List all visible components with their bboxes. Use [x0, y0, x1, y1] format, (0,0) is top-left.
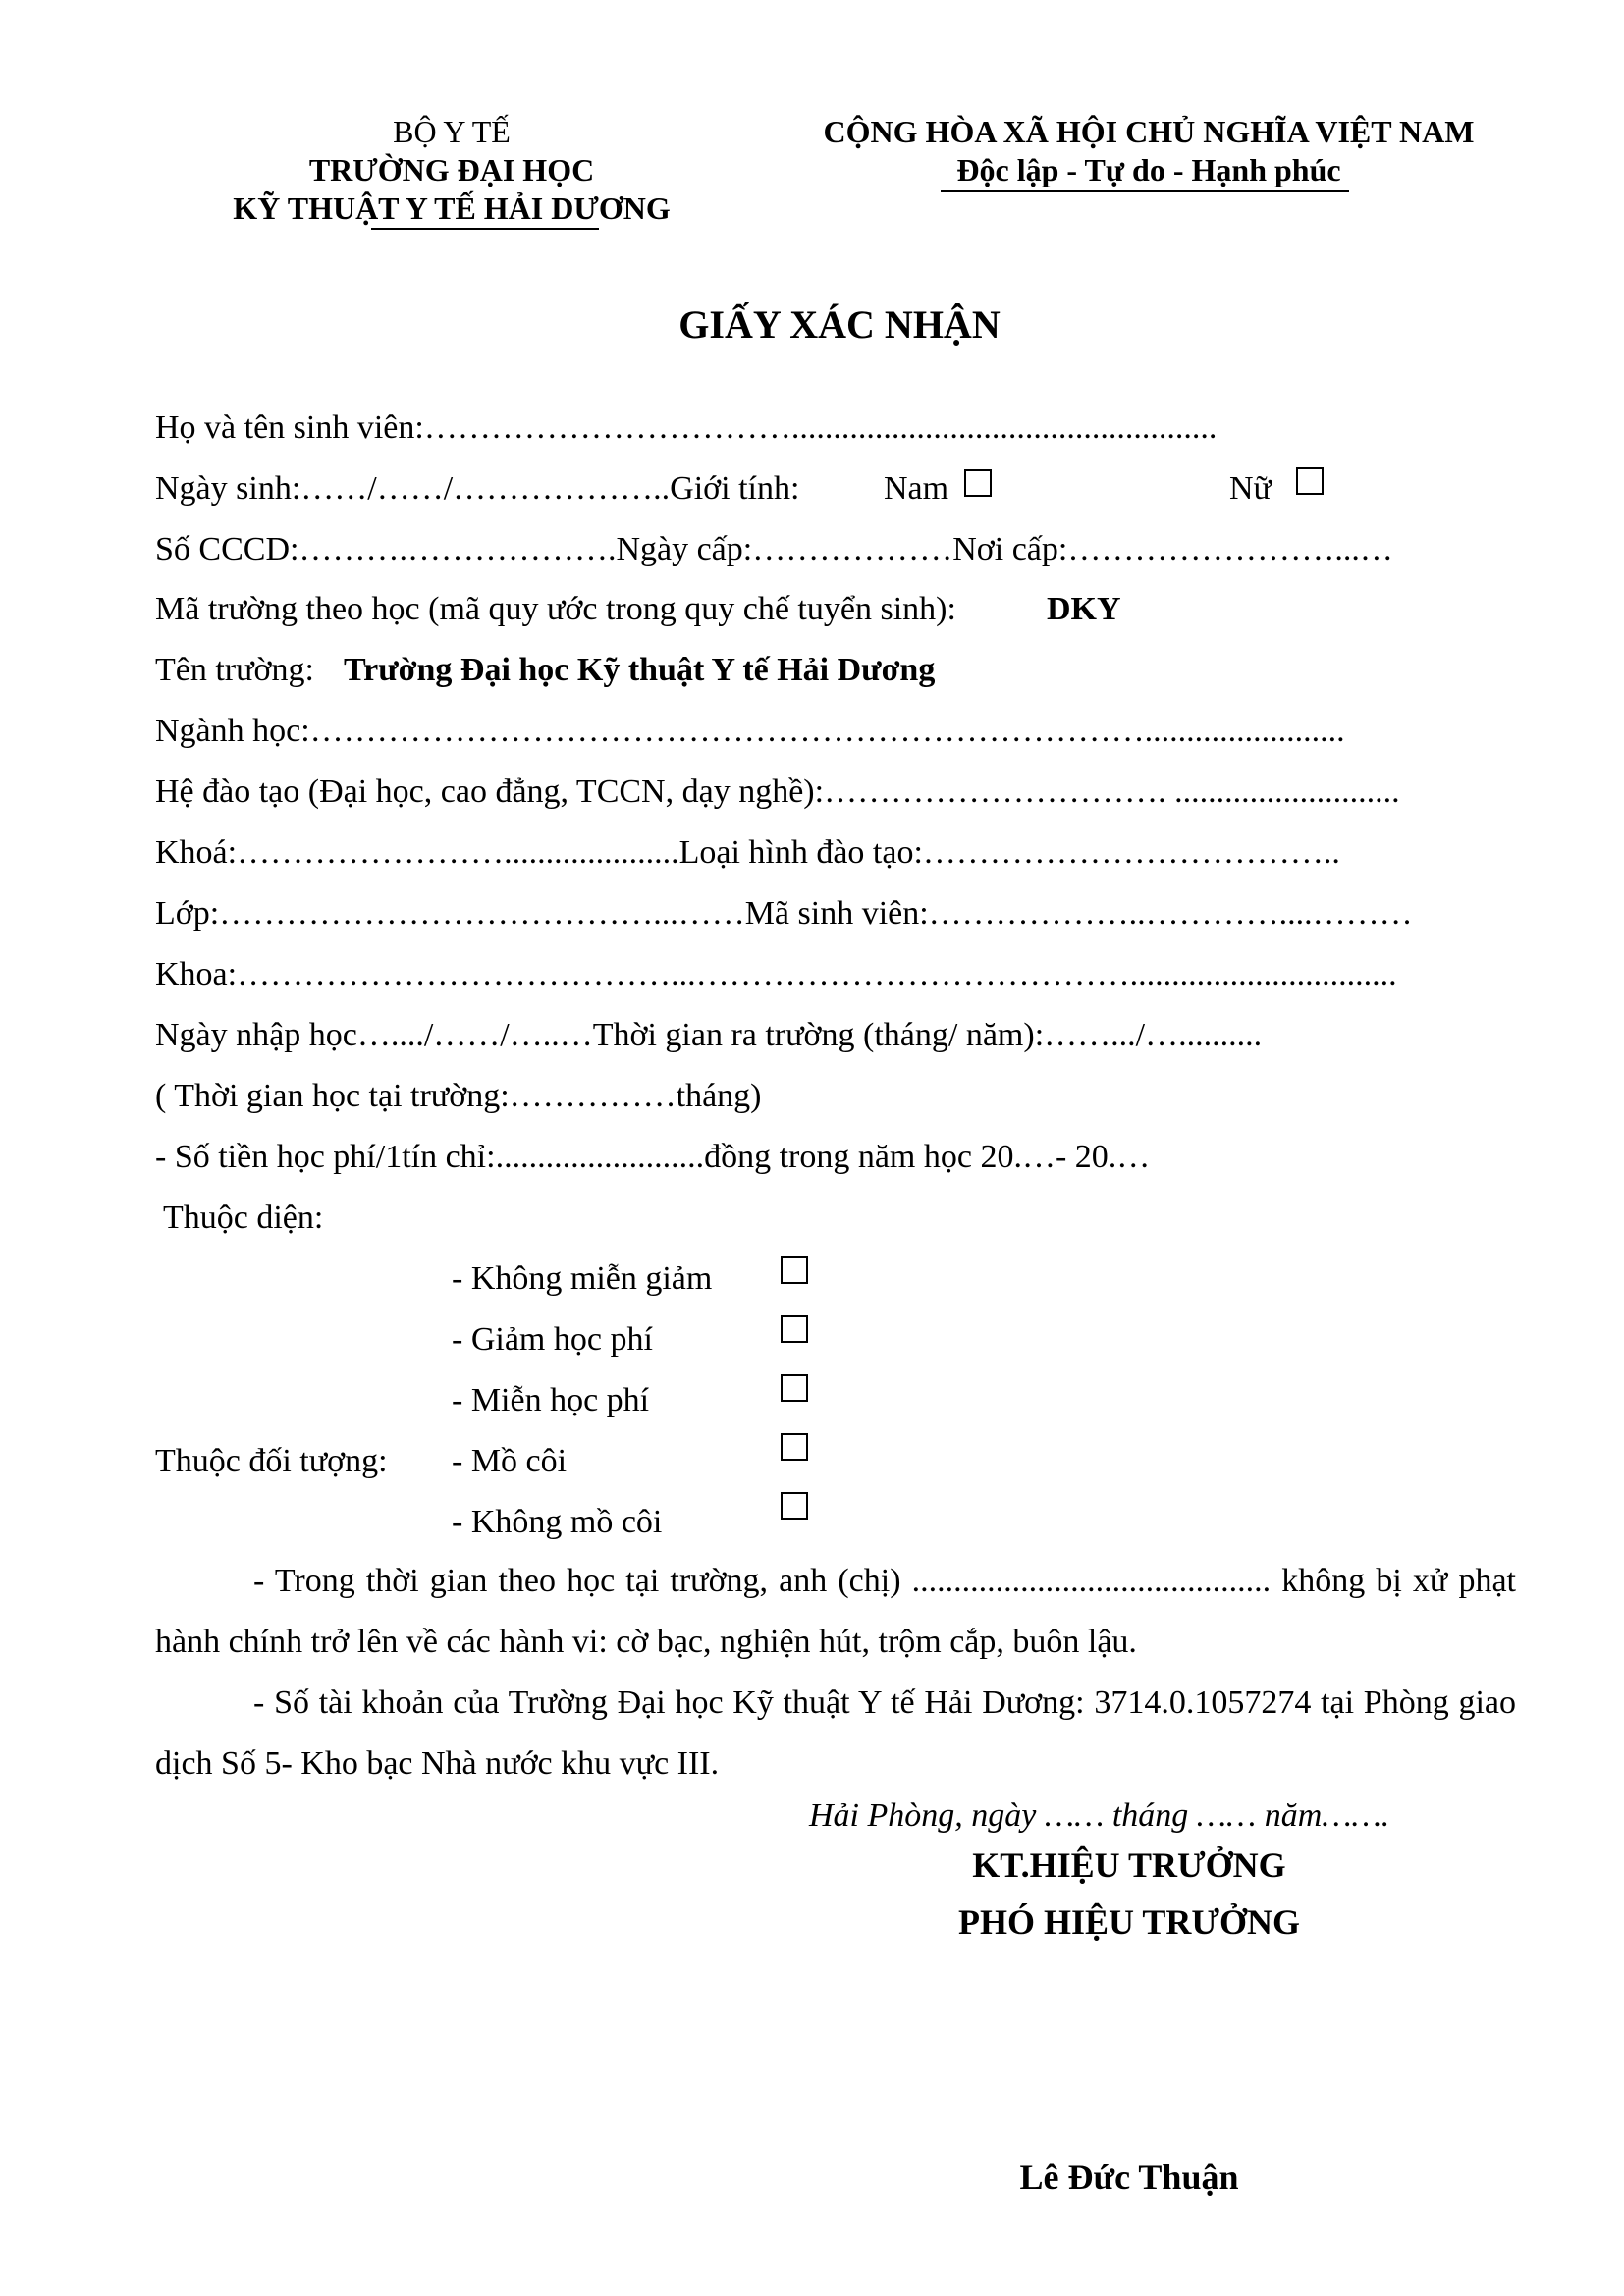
id-card-field: Số CCCD:……….……………….Ngày cấp:………………Nơi cấp:……………………...…: [155, 531, 1393, 567]
header-right-underline: [941, 190, 1349, 192]
option-reduced-fee-checkbox[interactable]: [781, 1315, 808, 1343]
signer-name: Lê Đức Thuận: [1019, 2158, 1239, 2197]
tuition-field: - Số tiền học phí/1tín chỉ:.........................đồng trong năm học 20.…- 20.…: [155, 1139, 1151, 1175]
signer-title-2: PHÓ HIỆU TRƯỞNG: [957, 1902, 1301, 1942]
school-code-label: Mã trường theo học (mã quy ước trong quy chế tuyển sinh):: [155, 591, 956, 627]
bank-account-statement: - Số tài khoản của Trường Đại học Kỹ thuật Y tế Hải Dương: 3714.0.1057274 tại Phòng giao dịch Số 5- Kho bạc Nhà nước khu vực III.: [155, 1684, 1516, 1782]
faculty-field: Khoa:…………………………………...…………………………………................................: [155, 956, 1397, 992]
training-system-field: Hệ đào tạo (Đại học, cao đẳng, TCCN, dạy nghề):…………………………. ...........................: [155, 774, 1400, 810]
option-orphan: - Mồ côi: [452, 1443, 568, 1479]
signer-title-1: KT.HIỆU TRƯỞNG: [972, 1845, 1286, 1885]
school-name-line1: TRƯỜNG ĐẠI HỌC: [308, 152, 595, 187]
school-name-label: Tên trường:: [155, 652, 314, 688]
nation-motto: Độc lập - Tự do - Hạnh phúc: [956, 152, 1341, 187]
conduct-statement: - Trong thời gian theo học tại trường, anh (chị) ........................................... không bị xử phạt hành chính trở lên về các hành vi: cờ bạc, nghiện hút, trộm cắp, buôn lậu.: [155, 1563, 1516, 1660]
option-orphan-checkbox[interactable]: [781, 1433, 808, 1461]
study-duration-field: ( Thời gian học tại trường:……………tháng): [155, 1078, 762, 1114]
option-no-exemption: - Không miễn giảm: [452, 1260, 713, 1297]
student-name-field: Họ và tên sinh viên:……………………………...................................................: [155, 409, 1218, 446]
class-field: Lớp:…………………………………...……Mã sinh viên:………………..…………....………: [155, 895, 1413, 932]
course-field: Khoá:…………………….....................Loại hình đào tạo:………………………………..: [155, 834, 1340, 871]
gender-male-checkbox[interactable]: [964, 469, 992, 497]
dob-field: Ngày sinh:……/……/………………..Giới tính:: [155, 470, 800, 507]
major-field: Ngành học:…………………………………………………………………........................: [155, 713, 1345, 749]
category-label: Thuộc diện:: [163, 1200, 324, 1236]
school-name-line2: KỸ THUẬT Y TẾ HẢI DƯƠNG: [233, 190, 671, 226]
enroll-date-field: Ngày nhập học…..../……/…..…Thời gian ra trường (tháng/ năm):…….../…..........: [155, 1017, 1263, 1053]
header-left-underline: [371, 228, 599, 230]
target-label: Thuộc đối tượng:: [155, 1443, 388, 1479]
school-code-value: DKY: [1047, 591, 1121, 627]
school-name-value: Trường Đại học Kỹ thuật Y tế Hải Dương: [344, 652, 936, 688]
ministry-name: BỘ Y TẾ: [393, 114, 511, 149]
option-not-orphan-checkbox[interactable]: [781, 1492, 808, 1520]
option-not-orphan: - Không mồ côi: [452, 1504, 663, 1540]
option-fee-waived-checkbox[interactable]: [781, 1374, 808, 1402]
document-title: GIẤY XÁC NHẬN: [678, 302, 1001, 347]
option-fee-waived: - Miễn học phí: [452, 1382, 650, 1418]
place-date: Hải Phòng, ngày …… tháng …… năm…….: [809, 1797, 1390, 1834]
gender-female-label: Nữ: [1229, 470, 1272, 507]
option-no-exemption-checkbox[interactable]: [781, 1256, 808, 1284]
option-reduced-fee: - Giảm học phí: [452, 1321, 653, 1358]
gender-male-label: Nam: [884, 470, 949, 507]
gender-female-checkbox[interactable]: [1296, 467, 1324, 495]
nation-name: CỘNG HÒA XÃ HỘI CHỦ NGHĨA VIỆT NAM: [823, 114, 1475, 149]
